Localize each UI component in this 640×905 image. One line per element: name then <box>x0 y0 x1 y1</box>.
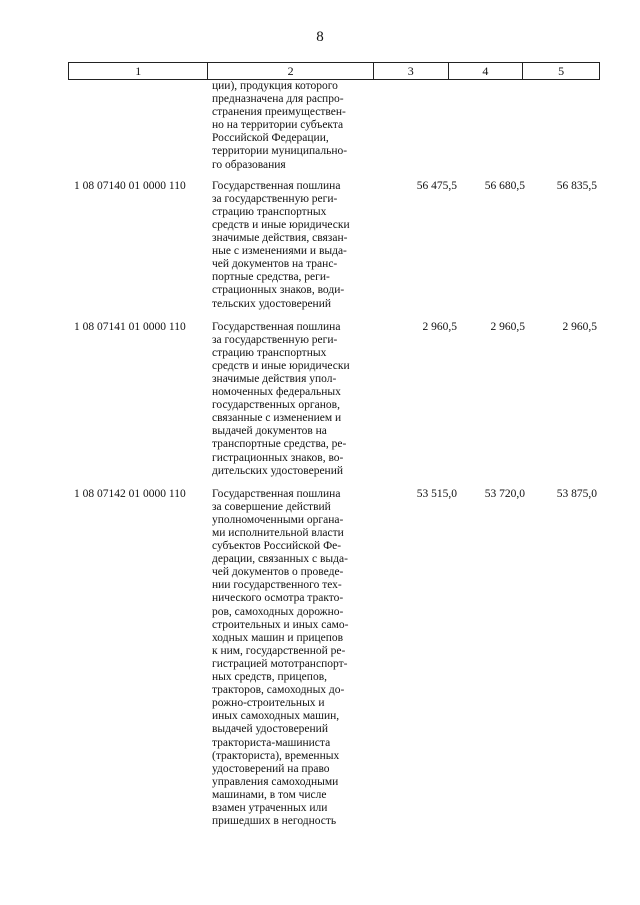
row-description: Государственная пошлина за совершение действий уполномоченными органа- ми исполнительной власти субъектов Российской Фе- дерации, связанных с выда- чей документов о проведе- нии государственного тех- нического осмотра тракто- ров, самоходных дорожно- строительных и иных само- ходных машин и прицепов к ним, государственной ре- гистрацией мототранспорт- ных средств, прицепов, тракторов, самоходных до- рожно-строительных и иных самоходных машин, выдачей удостоверений тракториста-машиниста (тракториста), временных удостоверений на право управления самоходными машинами, в том числе взамен утраченных или пришедших в негодность <box>212 487 349 828</box>
row-value-col4: 56 680,5 <box>484 179 525 192</box>
row-code: 1 08 07141 01 0000 110 <box>74 320 186 333</box>
row-description: Государственная пошлина за государственную реги- страцию транспортных средств и иные юридически значимые действия, связан- ные с изменениями и выда- чей документов на транс- портные средства, реги- страционных знаков, води- тельских удостоверений <box>212 179 350 310</box>
table-row-continuation <box>68 80 600 172</box>
table-body <box>68 80 600 828</box>
row-code: 1 08 07142 01 0000 110 <box>74 487 186 500</box>
column-header-4: 4 <box>449 63 524 79</box>
row-description: ции), продукция которого предназначена для распро- странения преимуществен- но на территории субъекта Российской Федерации, территории муниципально- го образования <box>212 80 348 171</box>
row-value-col4: 53 720,0 <box>484 487 525 500</box>
table-row <box>68 488 600 828</box>
table-row <box>68 180 600 311</box>
column-header-3: 3 <box>374 63 449 79</box>
row-value-col3: 56 475,5 <box>416 179 457 192</box>
row-code: 1 08 07140 01 0000 110 <box>74 179 186 192</box>
row-value-col5: 2 960,5 <box>562 320 597 333</box>
row-value-col4: 2 960,5 <box>490 320 525 333</box>
row-value-col5: 53 875,0 <box>556 487 597 500</box>
row-code <box>68 80 210 172</box>
row-value-col3: 2 960,5 <box>422 320 457 333</box>
page-number: 8 <box>316 29 324 45</box>
table-header-row <box>68 62 600 80</box>
column-header-2: 2 <box>208 63 373 79</box>
row-description: Государственная пошлина за государственную реги- страцию транспортных средств и иные юридически значимые действия упол- номоченных федеральных государственных органов, связанные с изменением и выдачей документов на транспортные средства, ре- гистрационных знаков, во- дительских удостоверений <box>212 320 350 477</box>
row-value-col5: 56 835,5 <box>556 179 597 192</box>
column-header-5: 5 <box>558 64 565 78</box>
column-header-1: 1 <box>69 63 208 79</box>
row-value-col3: 53 515,0 <box>416 487 457 500</box>
table-row <box>68 321 600 478</box>
